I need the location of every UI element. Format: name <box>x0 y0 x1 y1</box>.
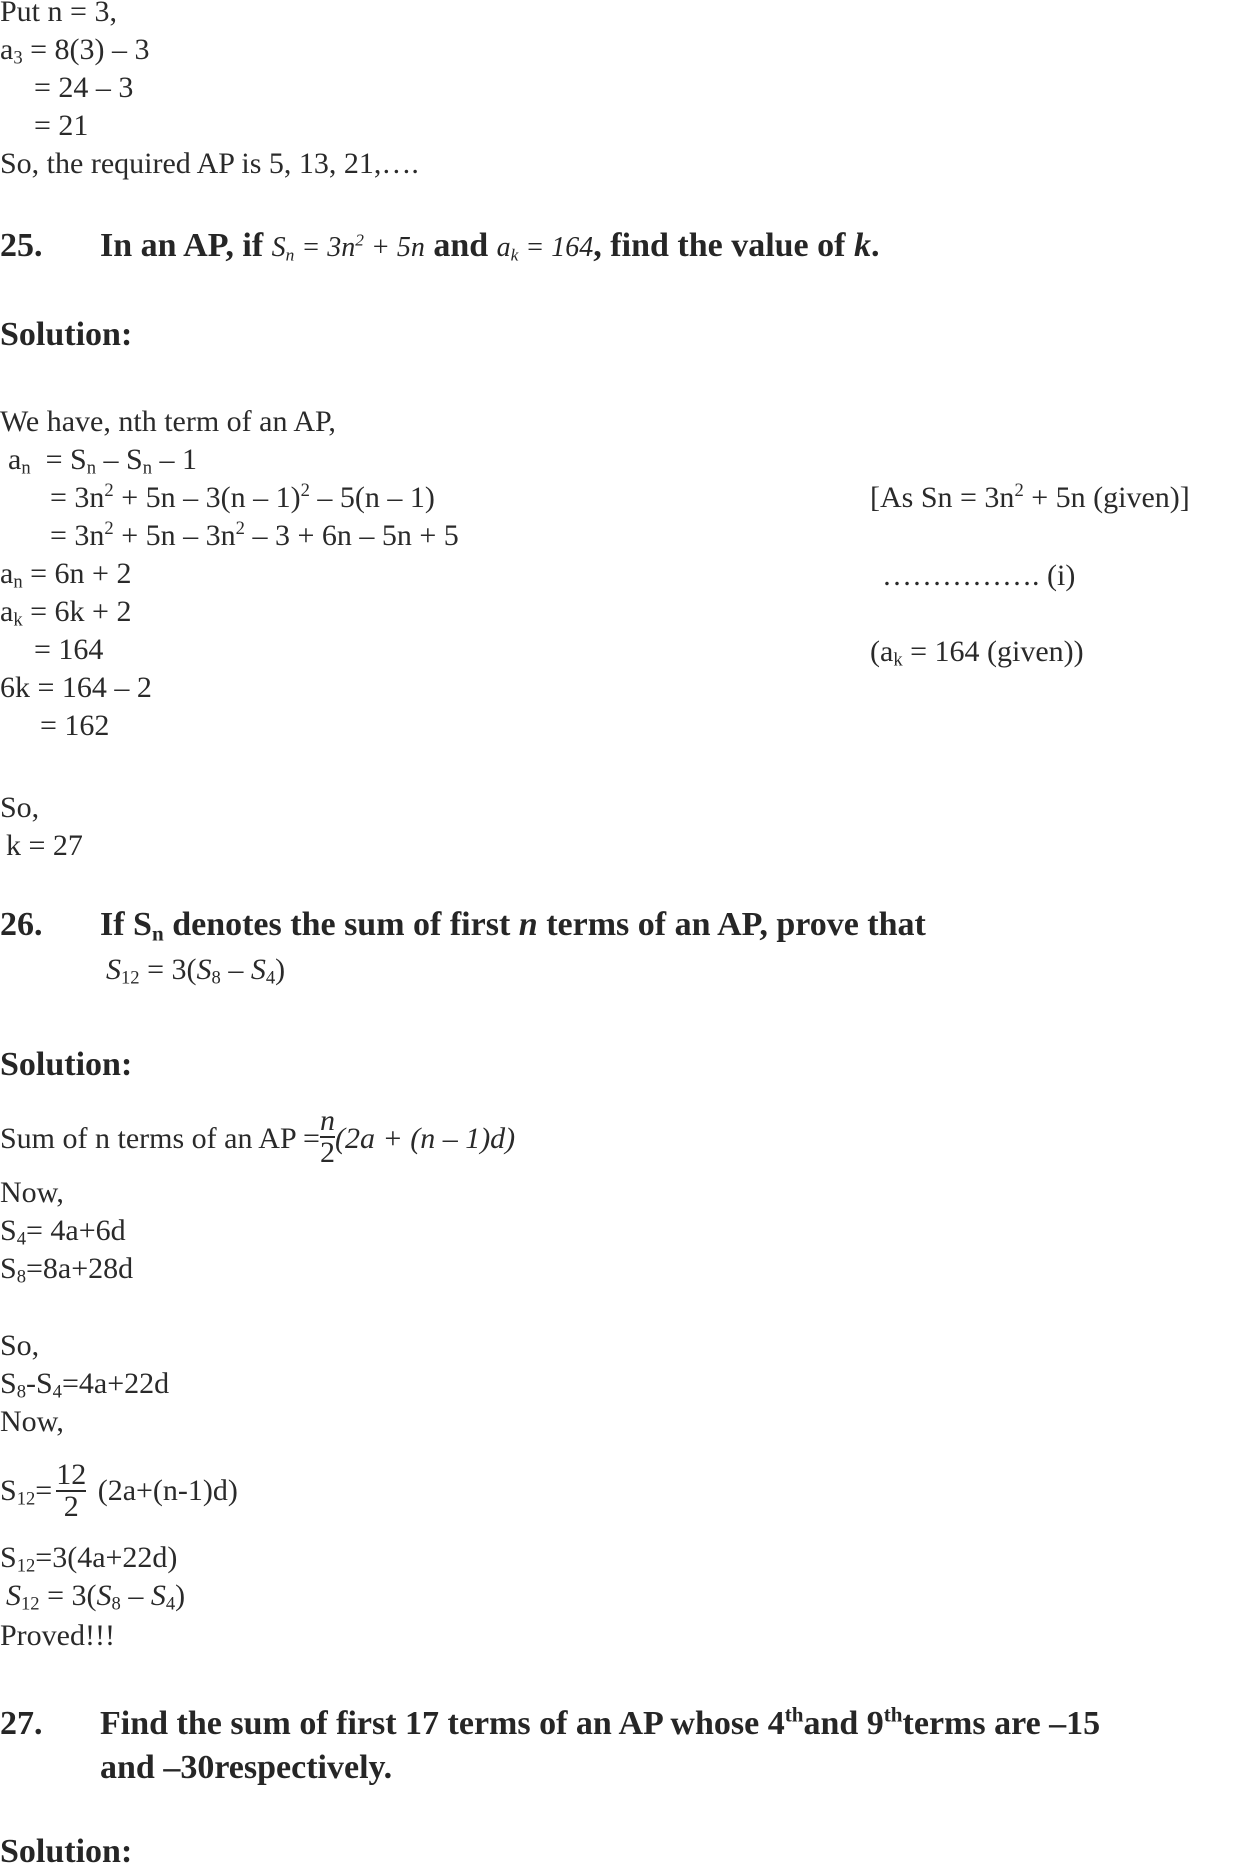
var-n: n <box>518 906 538 943</box>
equation-line <box>0 32 150 68</box>
annotation: [As $Sn = 3n^2 + 5n$ (given)] <box>870 479 1190 514</box>
equation-line: $S_4= 4a+6d$ <box>0 1214 126 1250</box>
question-text: , find the value of <box>593 227 854 264</box>
formula-s12: $S_{12} = 3(S_8 - S_4)$ <box>106 953 286 989</box>
solution-heading: Solution: <box>0 316 133 353</box>
question-text: In an AP, if <box>100 227 272 264</box>
period: . <box>870 227 880 264</box>
fraction: $\frac{12}{2}$ <box>56 1458 87 1523</box>
formula-sn: $S_n = 3n^2 + 5n$ <box>271 230 425 265</box>
annotation: ($a_k = 164$ (given)) <box>870 635 1084 671</box>
fraction: $\frac{n}{2}$ <box>319 1104 335 1169</box>
text-line: So, <box>0 1329 40 1362</box>
equation-line: $a_n = S_n - S_n - 1$ <box>8 443 198 479</box>
question-text: and <box>424 227 497 264</box>
text-line: So, <box>0 791 40 824</box>
equation-line: = 164 <box>34 633 104 666</box>
solution-heading: Solution: <box>0 1833 133 1870</box>
equation-line: $S_{12}=3(4a+22d)$ <box>0 1541 178 1577</box>
question-number: 26. <box>0 906 43 943</box>
question-27-line2: and –30respectively. <box>100 1749 393 1786</box>
equation-line: $S_{12} = 3(S_8 - S_4)$ <box>6 1579 186 1615</box>
equation-line: $a_n = 6n + 2$ <box>0 557 132 593</box>
question-number: 27. <box>0 1705 43 1742</box>
text-line: We have, nth term of an AP, <box>0 405 336 438</box>
equation-rhs: = 8(3) – 3 <box>22 33 150 66</box>
equation-line: = 24 – 3 <box>34 71 134 104</box>
equation-line: $a_k = 6k + 2$ <box>0 595 132 631</box>
proved-line: Proved!!! <box>0 1619 115 1652</box>
question-25 <box>0 226 879 268</box>
question-26: 26. If $S_n$ denotes the sum of first n terms of an AP, prove that <box>0 906 926 946</box>
text-line: Put n = 3, <box>0 0 117 28</box>
result-line: k = 27 <box>6 829 83 862</box>
formula-ak: $a_k = 164$ <box>496 232 594 265</box>
equation-line: $S_8=8a+28d$ <box>0 1252 134 1288</box>
conclusion-line: So, the required AP is 5, 13, 21,…. <box>0 147 419 180</box>
equation-line: = $3n^2 + 5n - 3n^2 - 3 + 6n - 5n + 5$ <box>50 517 459 552</box>
text-line: Now, <box>0 1405 64 1438</box>
var-k: k <box>853 227 871 264</box>
subscript: 3 <box>13 47 23 69</box>
equation-line: $S_{12}=$ $\frac{12}{2}$ (2a+(n-1)d) <box>0 1458 238 1523</box>
equation-line: 6k = 164 – 2 <box>0 671 152 704</box>
sum-formula-line: Sum of n terms of an AP = $\frac{n}{2}$ (2a + (n – 1)d) <box>0 1104 516 1169</box>
equation-line: = 162 <box>40 709 110 742</box>
var-a: a <box>0 33 14 66</box>
equation-line: $S_8-S_4=4a+22d$ <box>0 1367 170 1403</box>
equation-line: = $3n^2 + 5n - 3(n - 1)^2 - 5(n - 1)$ <box>50 479 435 514</box>
solution-heading: Solution: <box>0 1046 133 1083</box>
annotation: ……………. (i) <box>882 559 1076 592</box>
equation-line: = 21 <box>34 109 89 142</box>
text-line: Now, <box>0 1176 64 1209</box>
question-27: 27. Find the sum of first 17 terms of an AP whose 4thand 9thterms are –15 <box>0 1702 1101 1742</box>
question-number: 25. <box>0 227 43 264</box>
